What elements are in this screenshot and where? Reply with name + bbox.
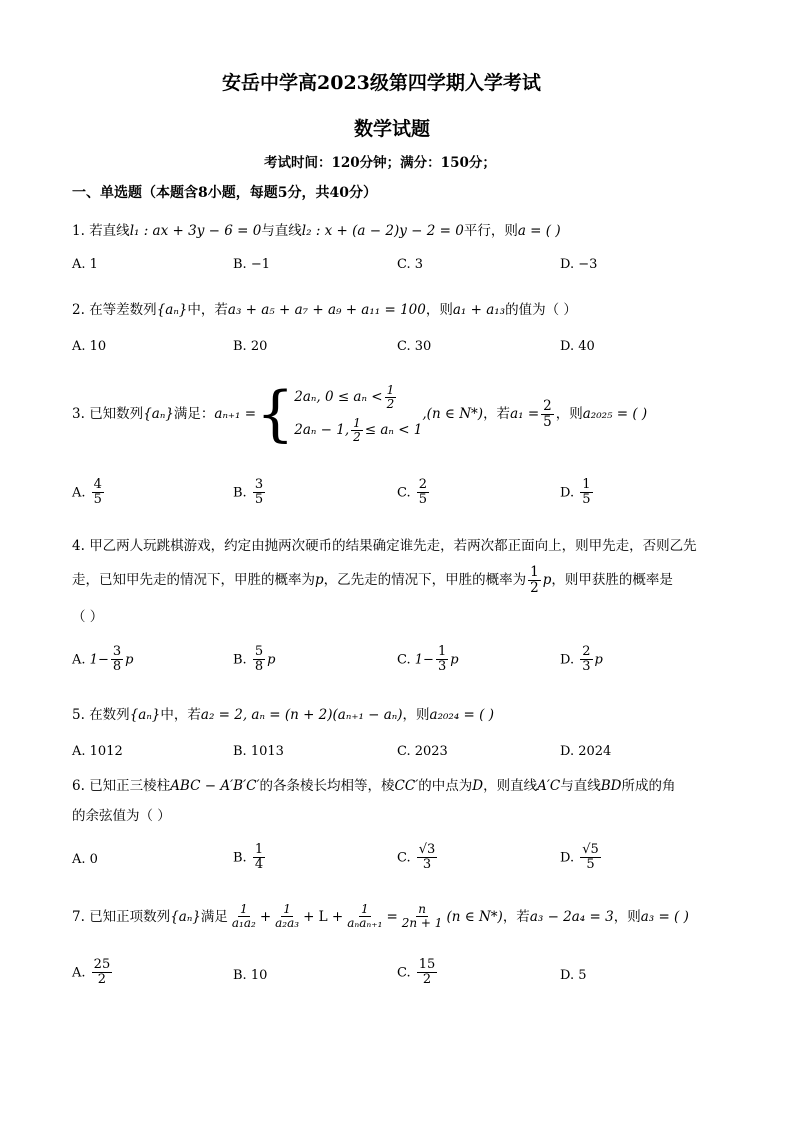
option-d[interactable]: D. 5	[560, 968, 587, 983]
option-c[interactable]: C. 3	[397, 257, 424, 272]
stem-text: 所成的角	[621, 778, 676, 794]
case-2: 2aₙ − 1, $\frac{1}{2}$ ≤ aₙ < 1	[294, 416, 423, 445]
option-a[interactable]: A. 1− $\frac{3}{8}$ p	[72, 644, 134, 675]
option-c[interactable]: C. 1− $\frac{1}{3}$ p	[397, 644, 459, 675]
math-expr: +	[259, 908, 272, 925]
exam-title: 安岳中学高2023级第四学期入学考试	[222, 72, 541, 94]
stem-text: ，乙先走的情况下，甲胜的概率为	[323, 572, 527, 589]
math-expr: ,(n ∈ N*)	[422, 406, 484, 422]
math-expr: a₂₀₂₄ = ( )	[429, 707, 494, 723]
stem-text: ，则	[425, 302, 453, 318]
question-4-line-1	[72, 536, 697, 556]
math-expr: BD	[600, 778, 622, 794]
question-4-line-2	[72, 565, 673, 596]
option-a[interactable]: A. $\frac{25}{2}$	[72, 957, 111, 988]
option-b[interactable]: B. 20	[233, 339, 268, 354]
option-d[interactable]: D. $\frac{2}{3}$ p	[560, 644, 603, 675]
option-a[interactable]: A. $\frac{4}{5}$	[72, 477, 102, 508]
question-number: 7.	[72, 908, 85, 925]
option-c[interactable]: C. 30	[397, 339, 432, 354]
option-b[interactable]: B. $\frac{1}{4}$	[233, 842, 264, 873]
math-expr: l₁ : ax + 3y − 6 = 0	[129, 223, 262, 239]
math-expr: aₙ₊₁ =	[214, 406, 257, 422]
option-b[interactable]: B. $\frac{5}{8}$ p	[233, 644, 276, 675]
option-c[interactable]: C. 2023	[397, 744, 448, 759]
math-expr: a₃ − 2a₄ = 3	[529, 908, 614, 925]
stem-text: 的值为（ ）	[505, 302, 577, 318]
section-heading: 一、单选题（本题含8小题，每题5分，共40分）	[72, 185, 377, 201]
fraction: $\frac{1}{\text{a₂a₃}}$	[275, 902, 300, 931]
option-d[interactable]: D. 2024	[560, 744, 612, 759]
fraction: $\frac{1}{\text{a₁a₂}}$	[231, 902, 256, 931]
stem-text: 满足：	[173, 406, 215, 422]
math-expr: {aₙ}	[129, 707, 161, 723]
stem-text: 与直线	[261, 223, 302, 239]
stem-text: 与直线	[560, 778, 601, 794]
stem-text: 已知正项数列	[89, 908, 171, 925]
question-2	[72, 300, 577, 320]
math-expr: a₂₀₂₅ = ( )	[582, 406, 648, 422]
option-a[interactable]: A. 0	[72, 852, 98, 867]
option-c[interactable]: C. $\frac{2}{5}$	[397, 477, 428, 508]
math-expr: (n ∈ N*)	[446, 908, 503, 925]
question-number: 2.	[72, 302, 85, 318]
option-c[interactable]: C. $\frac{15}{2}$	[397, 957, 436, 988]
math-expr: {aₙ}	[156, 302, 188, 318]
stem-text: ，则	[555, 406, 583, 422]
math-expr: a = ( )	[517, 223, 561, 239]
option-b[interactable]: B. −1	[233, 257, 270, 272]
math-expr: l₂ : x + (a − 2)y − 2 = 0	[301, 223, 464, 239]
option-b[interactable]: B. $\frac{3}{5}$	[233, 477, 264, 508]
option-b[interactable]: B. 10	[233, 968, 268, 983]
option-a[interactable]: A. 1012	[72, 744, 123, 759]
stem-text: 在等差数列	[89, 302, 157, 318]
piecewise-cases	[294, 384, 422, 445]
math-expr: a₁ + a₁₃	[452, 302, 506, 318]
option-d[interactable]: D. −3	[560, 257, 598, 272]
option-d[interactable]: D. 40	[560, 339, 595, 354]
question-1	[72, 221, 561, 241]
question-4-line-3: （ ）	[72, 609, 104, 625]
stem-text: 的各条棱长均相等，棱	[259, 778, 395, 794]
math-expr: {aₙ}	[170, 908, 201, 925]
option-d[interactable]: D. $\frac{1}{5}$	[560, 477, 591, 508]
stem-text: ，则直线	[483, 778, 538, 794]
stem-text: 已知数列	[89, 406, 144, 422]
math-expr: CC′	[394, 778, 419, 794]
math-expr: a₁ =	[510, 406, 540, 422]
math-expr: p	[315, 572, 324, 589]
question-number: 1.	[72, 223, 85, 239]
option-b[interactable]: B. 1013	[233, 744, 284, 759]
math-expr: a₂ = 2, aₙ = (n + 2)(aₙ₊₁ − aₙ)	[200, 707, 403, 723]
math-expr: =	[386, 908, 398, 925]
option-d[interactable]: D. $\frac{√5}{5}$	[560, 842, 599, 873]
question-number: 4.	[72, 538, 85, 554]
stem-text: ，若	[502, 908, 530, 925]
stem-text: 满足	[200, 908, 228, 925]
question-number: 6.	[72, 778, 85, 794]
fraction: $\frac{1}{\text{aₙaₙ₊₁}}$	[347, 902, 383, 931]
option-a[interactable]: A. 10	[72, 339, 107, 354]
stem-text: 的中点为	[418, 778, 473, 794]
stem-text: ，则甲获胜的概率是	[551, 572, 673, 589]
math-expr: {aₙ}	[143, 406, 174, 422]
piecewise-brace: {	[256, 379, 295, 449]
stem-text: 中，若	[160, 707, 201, 723]
math-expr: p	[542, 572, 552, 589]
question-6-line-1	[72, 776, 676, 796]
question-6-line-2: 的余弦值为（ ）	[72, 808, 171, 824]
question-5	[72, 705, 494, 725]
question-number: 3.	[72, 406, 85, 422]
stem-text: 甲乙两人玩跳棋游戏，约定由抛两次硬币的结果确定谁先走，若两次都正面向上，则甲先走，否则乙先	[89, 538, 697, 554]
math-expr: ABC − A′B′C′	[170, 778, 260, 794]
stem-text: 若直线	[89, 223, 130, 239]
math-expr: D	[472, 778, 484, 794]
math-expr: + L +	[303, 908, 344, 925]
question-7	[72, 903, 689, 930]
exam-info: 考试时间：120分钟；满分：150分；	[264, 155, 496, 171]
option-c[interactable]: C. $\frac{√3}{3}$	[397, 842, 436, 873]
math-expr: a₃ + a₅ + a₇ + a₉ + a₁₁ = 100	[227, 302, 426, 318]
stem-text: ，则	[613, 908, 641, 925]
stem-text: 走，已知甲先走的情况下，甲胜的概率为	[72, 572, 315, 589]
question-3	[72, 372, 647, 456]
fraction: $\frac{n}{2n + 1}$	[401, 902, 443, 931]
stem-text: 已知正三棱柱	[89, 778, 171, 794]
fraction: $\frac{1}{2}$	[530, 564, 539, 596]
case-1: 2aₙ, 0 ≤ aₙ < $\frac{1}{2}$	[294, 382, 395, 411]
option-a[interactable]: A. 1	[72, 257, 98, 272]
exam-subtitle: 数学试题	[354, 118, 431, 140]
stem-text: 中，若	[187, 302, 228, 318]
stem-text: ，则	[402, 707, 430, 723]
stem-text: 平行，则	[463, 223, 518, 239]
fraction: $\frac{2}{5}$	[543, 397, 552, 430]
stem-text: 在数列	[89, 707, 130, 723]
stem-text: ，若	[483, 406, 511, 422]
question-number: 5.	[72, 707, 85, 723]
math-expr: a₃ = ( )	[640, 908, 689, 925]
math-expr: A′C	[537, 778, 561, 794]
